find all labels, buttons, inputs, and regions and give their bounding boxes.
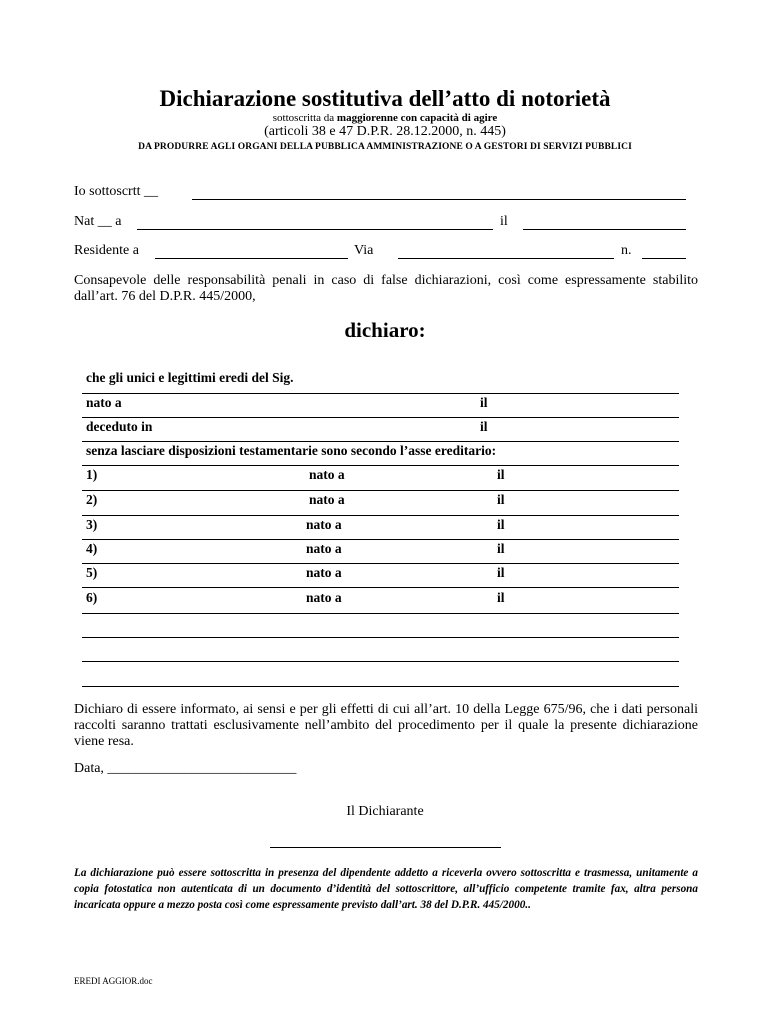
table-rule — [82, 587, 679, 588]
footer-filename: EREDI AGGIOR.doc — [74, 976, 153, 986]
street-number-field-line[interactable] — [642, 258, 686, 259]
residente-label: Residente a — [74, 243, 139, 258]
heir-il-label: il — [497, 590, 505, 605]
signature-line[interactable] — [270, 847, 501, 848]
heir-number: 2) — [86, 492, 98, 507]
heir-nato-label: nato a — [306, 517, 342, 532]
destination-note: DA PRODURRE AGLI ORGANI DELLA PUBBLICA AMMINISTRAZIONE O A GESTORI DI SERVIZI PUBBLICI — [138, 142, 632, 152]
name-field-line[interactable] — [192, 199, 686, 200]
heir-number: 3) — [86, 517, 98, 532]
residence-field-line[interactable] — [155, 258, 348, 259]
table-rule — [82, 417, 679, 418]
subtitle-bold: maggiorenne con capacità di agire — [336, 112, 498, 124]
document-title: Dichiarazione sostitutiva dell’atto di notorietà — [159, 86, 611, 111]
heir-nato-label: nato a — [309, 467, 345, 482]
heir-number: 6) — [86, 590, 98, 605]
heir-il-label: il — [497, 467, 505, 482]
subtitle-prefix: sottoscritta da — [272, 112, 337, 124]
dichiaro-heading: dichiaro: — [344, 318, 426, 342]
privacy-paragraph: Dichiaro di essere informato, ai sensi e per gli effetti di cui all’art. 10 della Legge 675/96, che i dati personali raccolti saranno trattati esclusivamente nell’ambito del procedimento per il quale la presente dichiarazione viene resa. — [74, 702, 698, 749]
heir-nato-label: nato a — [306, 541, 342, 556]
deceduto-il-label: il — [480, 419, 488, 434]
table-rule — [82, 465, 679, 466]
senza-label: senza lasciare disposizioni testamentarie sono secondo l’asse ereditario: — [86, 443, 497, 458]
il-label: il — [500, 214, 508, 229]
birthdate-field-line[interactable] — [523, 229, 686, 230]
heir-number: 1) — [86, 467, 98, 482]
table-rule — [82, 563, 679, 564]
nato-label: Nat __ a — [74, 214, 122, 229]
heir-il-label: il — [497, 565, 505, 580]
table-rule — [82, 441, 679, 442]
date-field[interactable]: Data, ___________________________ — [74, 761, 297, 776]
consapevole-paragraph: Consapevole delle responsabilità penali in caso di false dichiarazioni, così come espressamente stabilito dall’art. 76 del D.P.R. 445/2000, — [74, 273, 698, 304]
heir-number: 4) — [86, 541, 98, 556]
table-rule — [82, 393, 679, 394]
birthplace-field-line[interactable] — [137, 229, 493, 230]
blank-line[interactable] — [82, 637, 679, 638]
heir-il-label: il — [497, 541, 505, 556]
io-sottoscritto-label: Io sottoscrtt __ — [74, 184, 158, 199]
articles-reference: (articoli 38 e 47 D.P.R. 28.12.2000, n. 445) — [264, 124, 506, 139]
heir-il-label: il — [497, 492, 505, 507]
signature-label: Il Dichiarante — [346, 804, 424, 819]
deceased-nato-label: nato a — [86, 395, 122, 410]
heir-nato-label: nato a — [306, 590, 342, 605]
instructions-note: La dichiarazione può essere sottoscritta in presenza del dipendente addetto a riceverla ovvero sottoscritta e trasmessa, unitamente a copia fotostatica non autenticata di un documento d’identità del sottoscrittore, all’ufficio competente tramite fax, altra persona incaricata oppure a mezzo posta così come espressamente previsto dall’art. 38 del D.P.R. 445/2000.. — [74, 867, 698, 911]
heir-number: 5) — [86, 565, 98, 580]
deceduto-label: deceduto in — [86, 419, 153, 434]
subtitle — [0, 112, 770, 124]
heir-nato-label: nato a — [306, 565, 342, 580]
heir-il-label: il — [497, 517, 505, 532]
table-rule — [82, 613, 679, 614]
table-rule — [82, 515, 679, 516]
blank-line[interactable] — [82, 686, 679, 687]
blank-line[interactable] — [82, 661, 679, 662]
number-label: n. — [621, 243, 632, 258]
deceased-il-label: il — [480, 395, 488, 410]
eredi-label: che gli unici e legittimi eredi del Sig. — [86, 370, 294, 385]
via-label: Via — [354, 243, 374, 258]
heir-nato-label: nato a — [309, 492, 345, 507]
table-rule — [82, 490, 679, 491]
table-rule — [82, 539, 679, 540]
street-field-line[interactable] — [398, 258, 614, 259]
